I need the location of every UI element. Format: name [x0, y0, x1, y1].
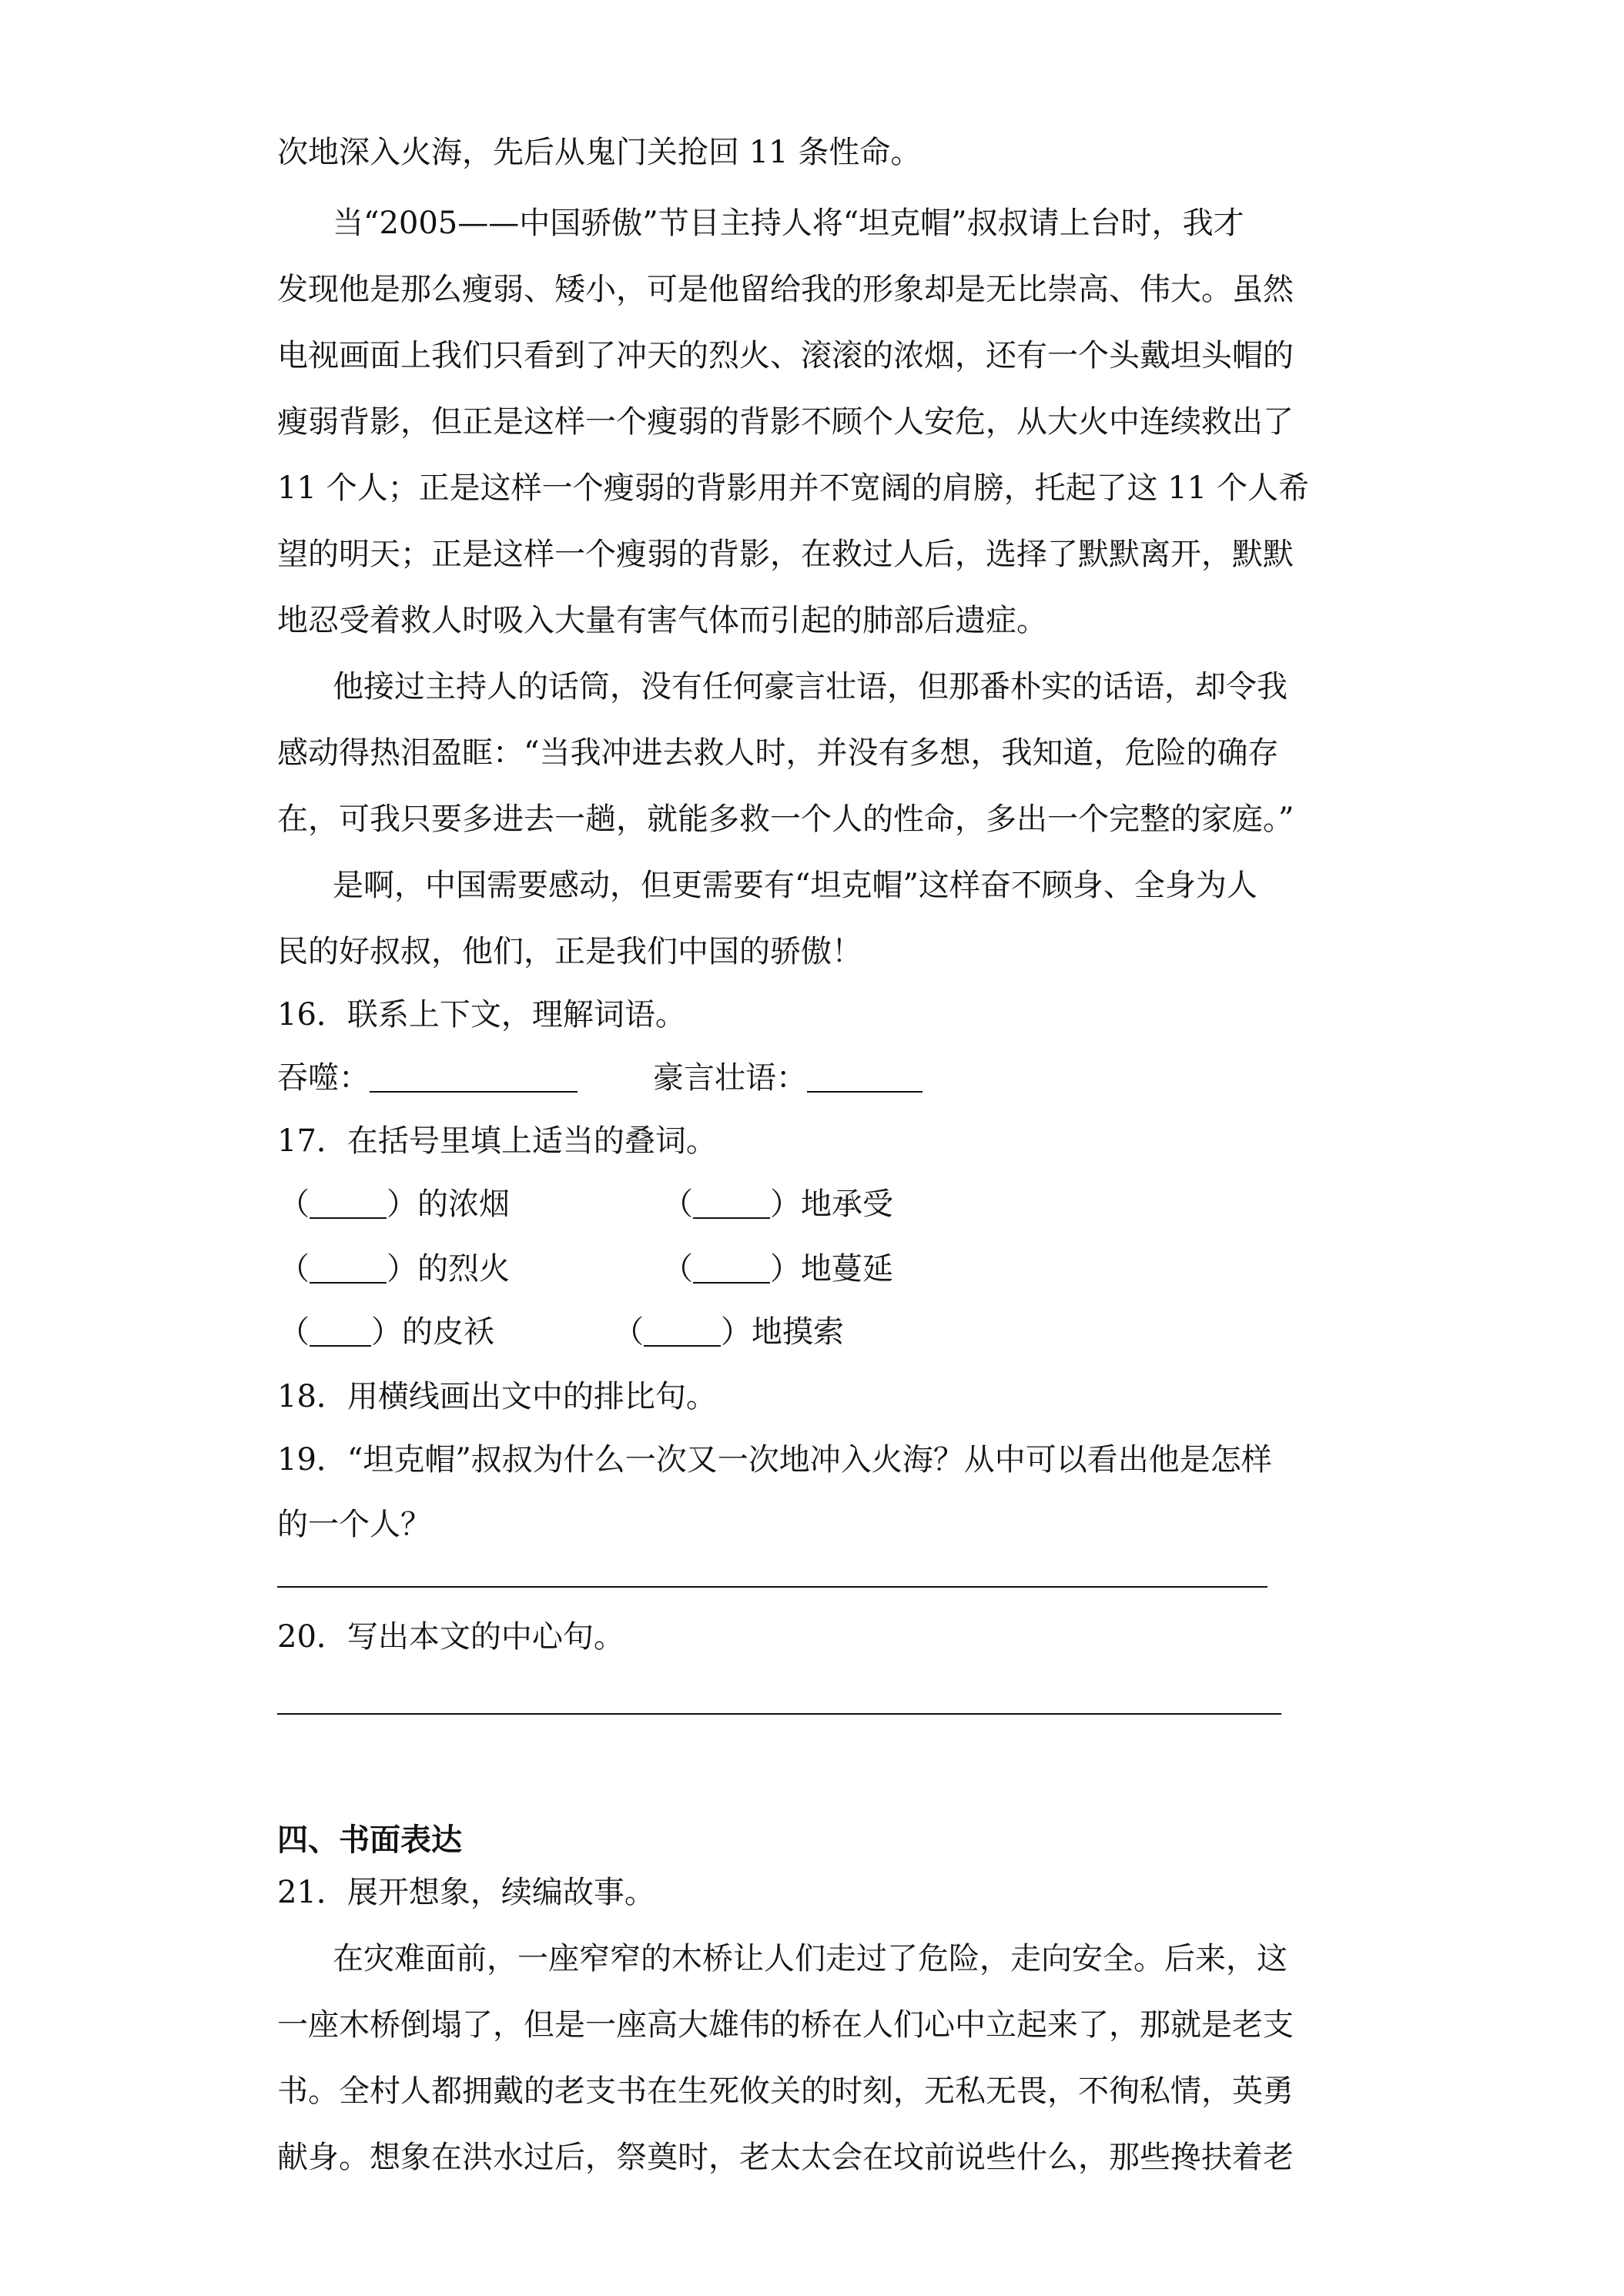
- close-paren: ）: [387, 1186, 417, 1222]
- open-paren: （: [279, 1251, 310, 1287]
- answer-blank[interactable]: [693, 1186, 770, 1219]
- answer-blank[interactable]: [310, 1186, 387, 1219]
- fill-item: [279, 1247, 510, 1290]
- passage-line: 电视画面上我们只看到了冲天的烈火、滚滚的浓烟，还有一个头戴坦头帽的: [277, 338, 1294, 373]
- question-16-prompt: 16．联系上下文，理解词语。: [277, 997, 686, 1033]
- question-21-prompt: 21．展开想象，续编故事。: [277, 1875, 655, 1910]
- item-text: 地摸索: [752, 1314, 844, 1350]
- answer-blank[interactable]: [310, 1314, 371, 1347]
- item-text: 地承受: [801, 1186, 893, 1222]
- passage-line: 献身。想象在洪水过后，祭奠时，老太太会在坟前说些什么，那些搀扶着老: [277, 2140, 1294, 2175]
- answer-blank[interactable]: [693, 1251, 770, 1284]
- fill-item: [279, 1183, 510, 1226]
- passage-line: 地忍受着救人时吸入大量有害气体而引起的肺部后遗症。: [277, 603, 1047, 638]
- passage-line: 他接过主持人的话筒，没有任何豪言壮语，但那番朴实的话语，却令我: [333, 669, 1287, 705]
- open-paren: （: [662, 1251, 693, 1287]
- open-paren: （: [279, 1186, 310, 1222]
- passage-line: 发现他是那么瘦弱、矮小，可是他留给我的形象却是无比崇高、伟大。虽然: [277, 272, 1294, 307]
- passage-line: 在，可我只要多进去一趟，就能多救一个人的性命，多出一个完整的家庭。”: [277, 802, 1294, 837]
- passage-line: 当“2005——中国骄傲”节目主持人将“坦克帽”叔叔请上台时，我才: [333, 206, 1244, 241]
- close-paren: ）: [371, 1314, 402, 1350]
- close-paren: ）: [387, 1251, 417, 1287]
- passage-line: 望的明天；正是这样一个瘦弱的背影，在救过人后，选择了默默离开，默默: [277, 537, 1294, 572]
- question-18-prompt: 18．用横线画出文中的排比句。: [277, 1379, 717, 1414]
- fill-item: [662, 1247, 893, 1290]
- item-text: 地蔓延: [801, 1251, 893, 1287]
- fill-item: [662, 1183, 893, 1226]
- passage-line: 次地深入火海，先后从鬼门关抢回 11 条性命。: [277, 135, 922, 170]
- answer-line[interactable]: [277, 1586, 1267, 1588]
- passage-line: 瘦弱背影，但正是这样一个瘦弱的背影不顾个人安危，从大火中连续救出了: [277, 404, 1294, 440]
- question-19-prompt: 19．“坦克帽”叔叔为什么一次又一次地冲入火海？从中可以看出他是怎样: [277, 1442, 1272, 1478]
- close-paren: ）: [770, 1186, 801, 1222]
- answer-blank[interactable]: [807, 1060, 922, 1093]
- fill-item: [279, 1310, 494, 1354]
- passage-line: 是啊，中国需要感动，但更需要有“坦克帽”这样奋不顾身、全身为人: [333, 868, 1257, 903]
- open-paren: （: [279, 1314, 310, 1350]
- word-label: 吞噬：: [277, 1060, 370, 1096]
- open-paren: （: [613, 1314, 644, 1350]
- fill-item: [613, 1310, 844, 1354]
- answer-blank[interactable]: [370, 1060, 578, 1093]
- question-16-answers: [653, 1056, 922, 1099]
- passage-line: 11 个人；正是这样一个瘦弱的背影用并不宽阔的肩膀，托起了这 11 个人希: [277, 470, 1309, 506]
- answer-line[interactable]: [277, 1713, 1281, 1715]
- section-heading: 四、书面表达: [277, 1822, 462, 1858]
- close-paren: ）: [721, 1314, 752, 1350]
- item-text: 的烈火: [417, 1251, 510, 1287]
- item-text: 的浓烟: [417, 1186, 510, 1222]
- item-text: 的皮袄: [402, 1314, 494, 1350]
- answer-blank[interactable]: [310, 1251, 387, 1284]
- question-16-answers: [277, 1056, 578, 1099]
- question-20-prompt: 20．写出本文的中心句。: [277, 1619, 624, 1655]
- passage-line: 民的好叔叔，他们，正是我们中国的骄傲！: [277, 934, 862, 969]
- question-17-prompt: 17．在括号里填上适当的叠词。: [277, 1123, 717, 1159]
- close-paren: ）: [770, 1251, 801, 1287]
- open-paren: （: [662, 1186, 693, 1222]
- passage-line: 感动得热泪盈眶：“当我冲进去救人时，并没有多想，我知道，危险的确存: [277, 735, 1279, 771]
- word-label: 豪言壮语：: [653, 1060, 807, 1096]
- passage-line: 在灾难面前，一座窄窄的木桥让人们走过了危险，走向安全。后来，这: [333, 1941, 1287, 1976]
- answer-blank[interactable]: [644, 1314, 721, 1347]
- passage-line: 一座木桥倒塌了，但是一座高大雄伟的桥在人们心中立起来了，那就是老支: [277, 2007, 1294, 2043]
- passage-line: 书。全村人都拥戴的老支书在生死攸关的时刻，无私无畏，不徇私情，英勇: [277, 2073, 1294, 2109]
- question-19-prompt: 的一个人？: [277, 1507, 431, 1542]
